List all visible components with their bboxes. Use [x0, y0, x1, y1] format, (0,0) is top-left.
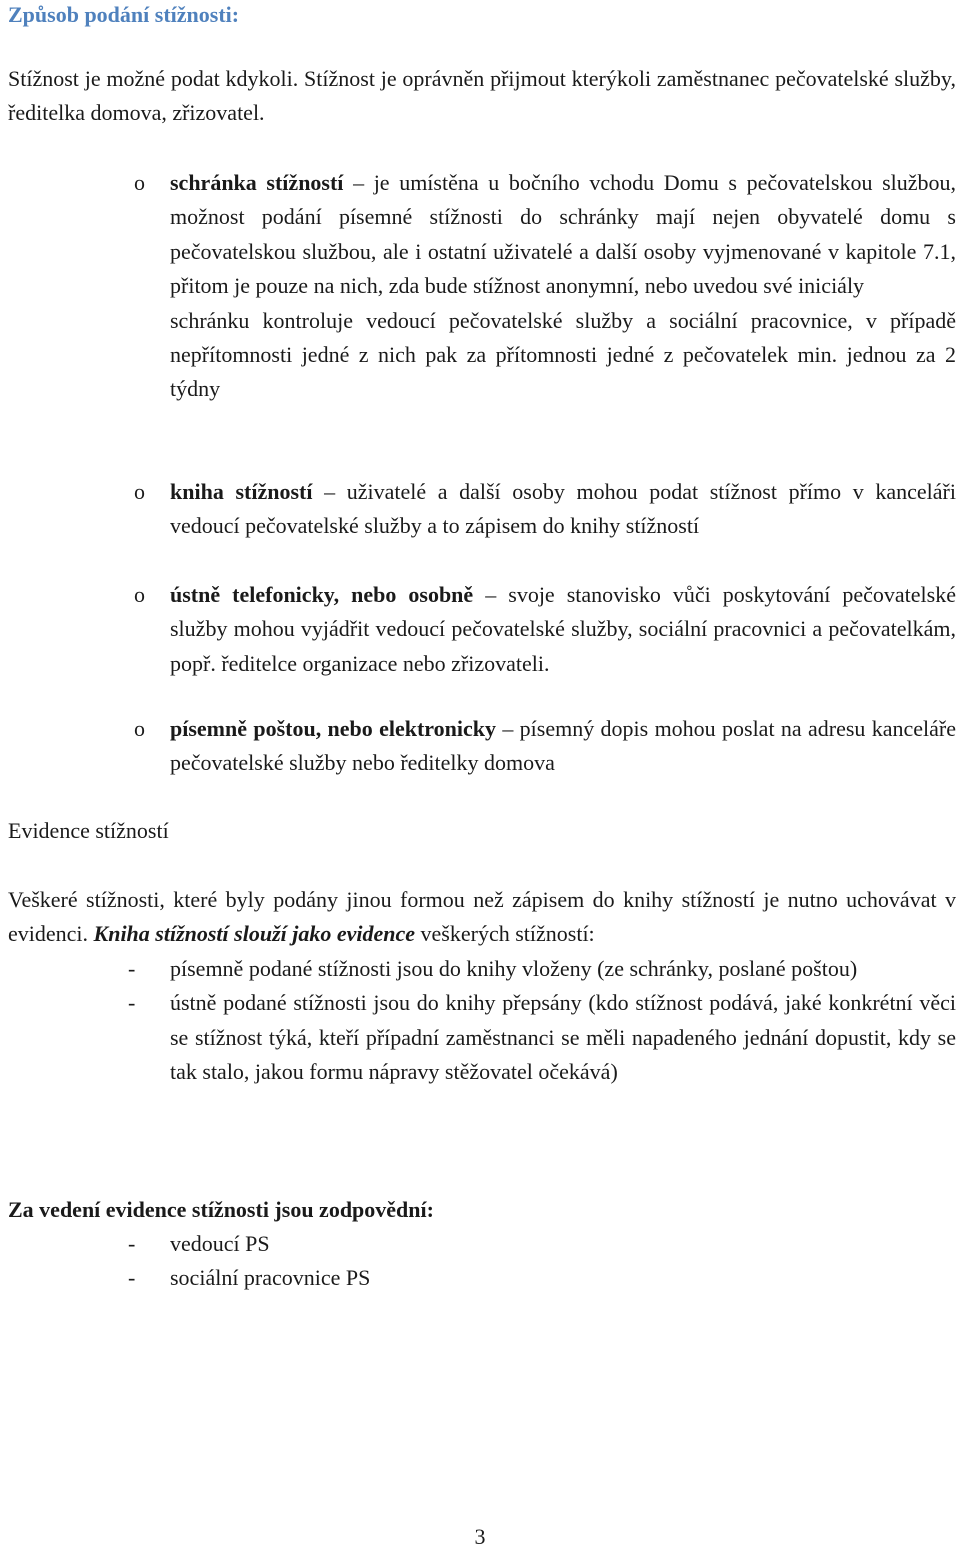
bullet-text: – písemný dopis mohou poslat na adresu kanceláře pečovatelské služby nebo ředitelky domova: [170, 716, 956, 776]
evidence-heading: Evidence stížností: [8, 818, 169, 843]
list-item: [8, 1261, 956, 1295]
dash-marker: -: [128, 1265, 136, 1291]
bullet-marker: o: [134, 716, 145, 741]
list-item: [8, 986, 956, 1089]
list-item-text: ústně podané stížnosti jsou do knihy přepsány (kdo stížnost podává, jaké konkrétní věci se stížnost týká, kteří případní zaměstnanci se měli napadeného jednání dopustit, kdy se tak stalo, jakou formu nápravy stěžovatel očekává): [170, 990, 956, 1085]
list-item-text: písemně podané stížnosti jsou do knihy vloženy (ze schránky, poslané poštou): [170, 956, 858, 981]
evidence-list: [8, 952, 956, 1090]
responsible-heading: Za vedení evidence stížnosti jsou zodpovědní:: [8, 1197, 434, 1222]
section-heading: Způsob podání stížnosti:: [8, 2, 240, 27]
list-item-text: vedoucí PS: [170, 1231, 270, 1256]
bullet-paragraph: [170, 166, 956, 304]
dash-marker: -: [128, 990, 136, 1016]
bullet-term: kniha stížností: [170, 479, 313, 504]
evidence-paragraph: [8, 883, 956, 952]
bullet-paragraph: [170, 578, 956, 681]
bullet-marker: o: [134, 170, 145, 195]
responsible-list: [8, 1227, 956, 1296]
bullet-term: schránka stížností: [170, 170, 344, 195]
evidence-text-start: Veškeré stížnosti, které byly podány jinou formou než zápisem do knihy stížností je nutno uchovávat v evidenci.: [8, 887, 956, 947]
bullet-paragraph: [170, 712, 956, 781]
bullet-paragraph: [170, 475, 956, 544]
list-item: [8, 1227, 956, 1261]
list-item-text: sociální pracovnice PS: [170, 1265, 371, 1291]
evidence-emphasis: Kniha stížností slouží jako evidence: [93, 921, 416, 947]
dash-marker: -: [128, 1231, 136, 1256]
bullet-paragraph: schránku kontroluje vedoucí pečovatelské služby a sociální pracovnice, v případě nepřítomnosti jedné z nich pak za přítomnosti jedné z pečovatelek min. jednou za 2 týdny: [170, 307, 956, 402]
page-number: 3: [474, 1524, 486, 1549]
bullet-text: – je umístěna u bočního vchodu Domu s pečovatelskou službou, možnost podání písemné stížnosti do schránky mají nejen obyvatelé domu s pečovatelskou službou, ale i ostatní uživatelé a další osoby vyjmenované v kapitole 7.1, přitom je pouze na nich, zda bude stížnost anonymní, nebo uvedou své iniciály: [170, 170, 957, 299]
bullet-marker: o: [134, 582, 145, 607]
list-item: [8, 952, 956, 986]
bullet-term: ústně telefonicky, nebo osobně: [170, 582, 474, 607]
bullet-term: písemně poštou, nebo elektronicky: [170, 716, 497, 741]
intro-paragraph: Stížnost je možné podat kdykoli. Stížnost je oprávněn přijmout kterýkoli zaměstnanec pečovatelské služby, ředitelka domova, zřizovatel.: [8, 66, 956, 126]
dash-marker: -: [128, 956, 136, 981]
bullet-text: – svoje stanovisko vůči poskytování pečovatelské služby mohou vyjádřit vedoucí pečovatelské služby, sociální pracovnici a pečovatelkám, popř. ředitelce organizace nebo zřizovateli.: [170, 582, 956, 676]
evidence-text-end: veškerých stížností:: [415, 921, 595, 947]
bullet-text: – uživatelé a další osoby mohou podat stížnost přímo v kanceláři vedoucí pečovatelské služby a to zápisem do knihy stížností: [170, 479, 956, 539]
bullet-marker: o: [134, 479, 145, 504]
